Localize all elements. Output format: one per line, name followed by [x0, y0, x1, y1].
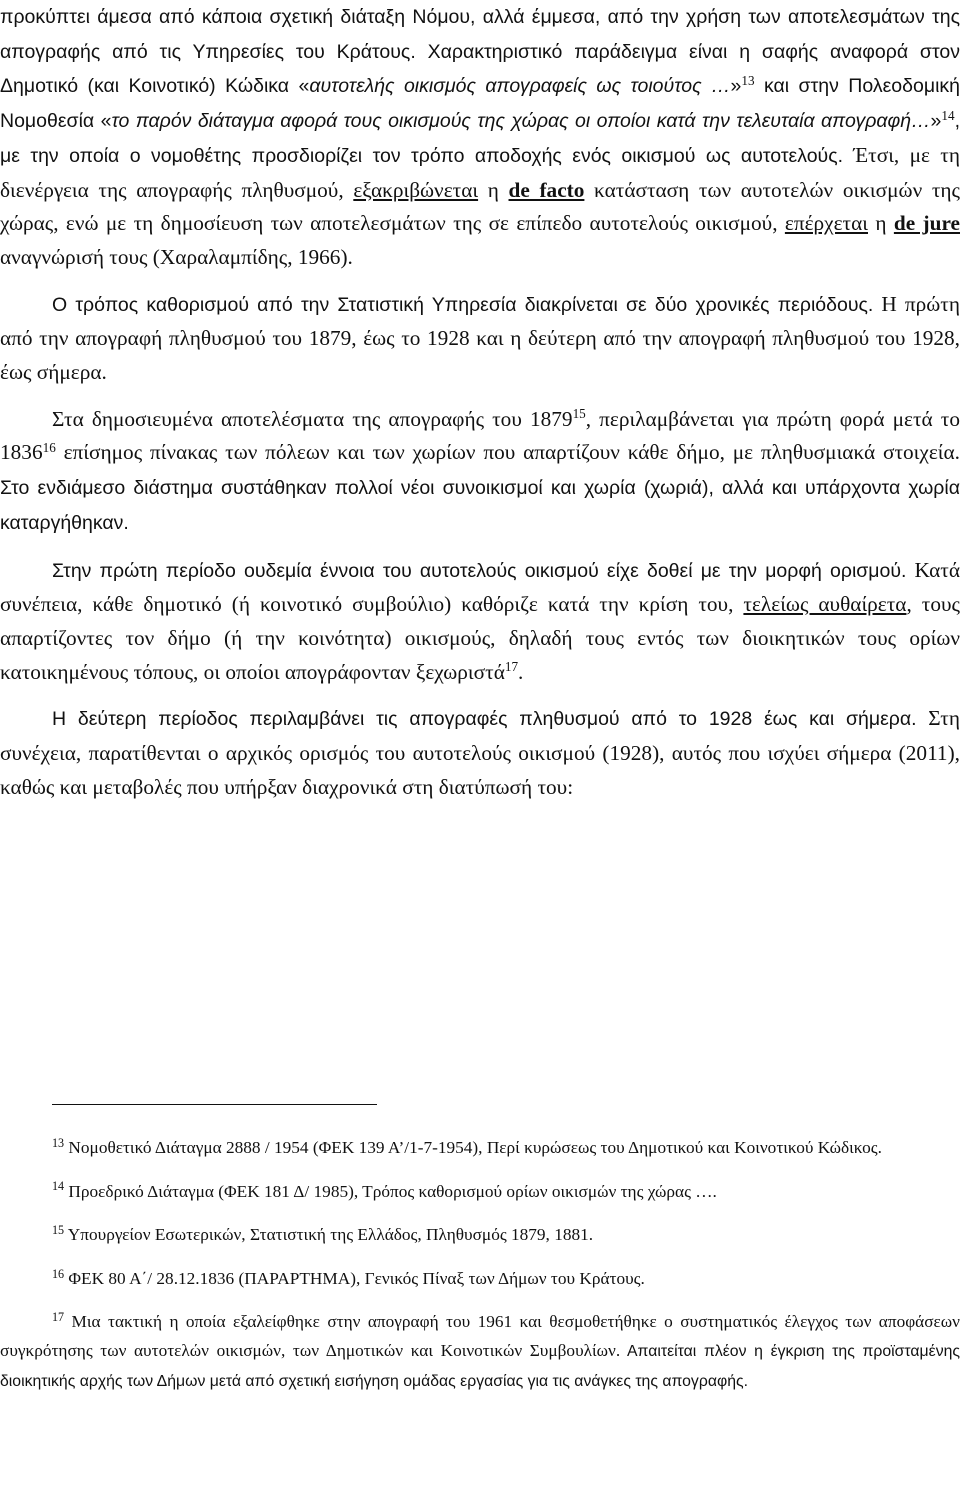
text-run: προκύπτει άμεσα από κάποια σχετική διάταξη Νόμου, αλλά έμμεσα, από την χρήση των αποτελεσμάτων της απογραφής από τις Υπηρεσίες του Κράτους. Χαρακτηριστικό παράδειγμα είναι η σαφής αναφορά στον Δημοτικό (και Κοινοτικό) Κώδικα «	[0, 6, 960, 98]
footnote-17	[0, 1308, 960, 1396]
paragraph-5	[0, 702, 960, 804]
text-run: Στη συνέχεια, παρατίθενται ο αρχικός ορισμός του αυτοτελούς οικισμού (1928), αυτός που ισχύει σήμερα (2011), καθώς και μεταβολές που υπήρξαν διαχρονικά στη διατύπωσή του:	[0, 706, 960, 799]
footnote-number: 15	[52, 1223, 65, 1238]
text-run: και στην Πολεοδομική Νομοθεσία «	[0, 75, 960, 133]
footnote-text: Νομοθετικό Διάταγμα 2888 / 1954 (ΦΕΚ 139 Α’/1-7-1954), Περί κυρώσεως του Δημοτικού και Κοινοτικού Κώδικος.	[64, 1138, 882, 1157]
text-run: Η δεύτερη περίοδος περιλαμβάνει τις απογραφές πληθυσμού από το 1928 έως και σήμερα.	[52, 708, 917, 731]
text-run: »	[930, 110, 942, 133]
text-run: Η πρώτη από την απογραφή πληθυσμού του 1879, έως το 1928 και η δεύτερη από την απογραφή πληθυσμού του 1928, έως σήμερα.	[0, 291, 960, 385]
italic-quote: αυτοτελής οικισμός απογραφείς ως τοιούτος …	[309, 75, 731, 98]
underlined-term: εξακριβώνεται	[353, 177, 479, 202]
text-run: η	[868, 211, 894, 236]
paragraph-2	[0, 288, 960, 390]
italic-quote: το παρόν διάταγμα αφορά τους οικισμούς της χώρας οι οποίοι κατά την τελευταία απογραφή…	[111, 110, 931, 133]
paragraph-1	[0, 0, 960, 275]
footnote-16	[0, 1265, 960, 1294]
footnote-ref-17: 17	[504, 659, 519, 675]
text-run: Κατά συνέπεια, κάθε δημοτικό (ή κοινοτικό συμβούλιο) καθόριζε κατά την κρίση του,	[0, 557, 960, 617]
footnotes	[0, 1134, 960, 1396]
text-run: αναγνώρισή τους (Χαραλαμπίδης, 1966).	[0, 244, 353, 269]
text-run: Έτσι, με τη διενέργεια της απογραφής πληθυσμού,	[0, 142, 960, 202]
footnote-15	[0, 1221, 960, 1250]
footnote-separator	[52, 1104, 377, 1105]
footnote-text: ΦΕΚ 80 Α΄/ 28.12.1836 (ΠΑΡΑΡΤΗΜΑ), Γενικός Πίναξ των Δήμων του Κράτους.	[64, 1268, 645, 1288]
footnote-number: 13	[52, 1135, 65, 1150]
footnote-ref-13: 13	[741, 72, 755, 88]
bold-underlined-term: de facto	[508, 177, 585, 202]
footnote-number: 17	[52, 1310, 65, 1325]
text-run: Στα δημοσιευμένα αποτελέσματα της απογραφής του 1879	[52, 406, 573, 431]
paragraph-4	[0, 554, 960, 690]
footnote-13	[0, 1134, 960, 1163]
footnote-number: 16	[52, 1266, 65, 1281]
footnote-text: Απαιτείται πλέον η έγκριση της προϊσταμένης διοικητικής αρχής των Δήμων μετά από σχετική εισήγηση ομάδας εργασίας για τις ανάγκες της απογραφής.	[0, 1342, 960, 1390]
text-run: η	[478, 177, 509, 202]
text-run: Στην πρώτη περίοδο ουδεμία έννοια του αυτοτελούς οικισμού είχε δοθεί με την μορφή ορισμού.	[52, 559, 907, 582]
footnote-ref-16: 16	[42, 440, 56, 455]
text-run: , περιλαμβάνεται για πρώτη φορά μετά το 1836	[0, 406, 960, 465]
footnote-text: Μια τακτική η οποία εξαλείφθηκε στην απογραφή του 1961 και θεσμοθετήθηκε ο συστηματικός έλεγχος των αποφάσεων συγκρότησης των αυτοτελών οικισμών, των Δημοτικών και Κοινοτικών Συμβουλίων.	[0, 1312, 960, 1360]
underlined-term: επέρχεται	[784, 211, 868, 236]
text-run: »	[730, 75, 742, 98]
footnote-ref-15: 15	[572, 406, 586, 422]
text-run: .	[518, 659, 524, 684]
footnote-14	[0, 1178, 960, 1207]
paragraph-3	[0, 403, 960, 541]
text-run: Στο ενδιάμεσο διάστημα συστάθηκαν πολλοί νέοι συνοικισμοί και χωρία (χωριά), αλλά και υπάρχοντα χωρία καταργήθηκαν.	[0, 477, 960, 534]
footnote-text: Υπουργείον Εσωτερικών, Στατιστική της Ελλάδος, Πληθυσμός 1879, 1881.	[64, 1225, 594, 1245]
bold-underlined-term: de jure	[893, 211, 960, 236]
text-run: κατάσταση των αυτοτελών οικισμών της χώρας, ενώ με τη δημοσίευση των αποτελεσμάτων της σε επίπεδο αυτοτελούς οικισμού,	[0, 177, 960, 236]
text-run: επίσημος πίνακας των πόλεων και των χωρίων που απαρτίζουν κάθε δήμο, με πληθυσμιακά στοιχεία.	[55, 440, 960, 465]
text-run: , με την οποία ο νομοθέτης προσδιορίζει τον τρόπο αποδοχής ενός οικισμού ως αυτοτελούς.	[0, 110, 960, 167]
footnote-text: Προεδρικό Διάταγμα (ΦΕΚ 181 Δ/ 1985), Τρόπος καθορισμού ορίων οικισμών της χώρας ….	[64, 1181, 717, 1201]
underlined-term: τελείως αυθαίρετα	[743, 592, 907, 617]
text-run: Ο τρόπος καθορισμού από την Στατιστική Υπηρεσία διακρίνεται σε δύο χρονικές περιόδους.	[52, 293, 874, 316]
footnote-ref-14: 14	[941, 107, 955, 123]
text-run: , τους απαρτίζοντες τον δήμο (ή την κοινότητα) οικισμούς, δηλαδή τους εντός των διοικητικών τους ορίων κατοικημένους τόπους, οι οποίοι απογράφονταν ξεχωριστά	[0, 592, 960, 684]
footnote-number: 14	[52, 1179, 65, 1194]
